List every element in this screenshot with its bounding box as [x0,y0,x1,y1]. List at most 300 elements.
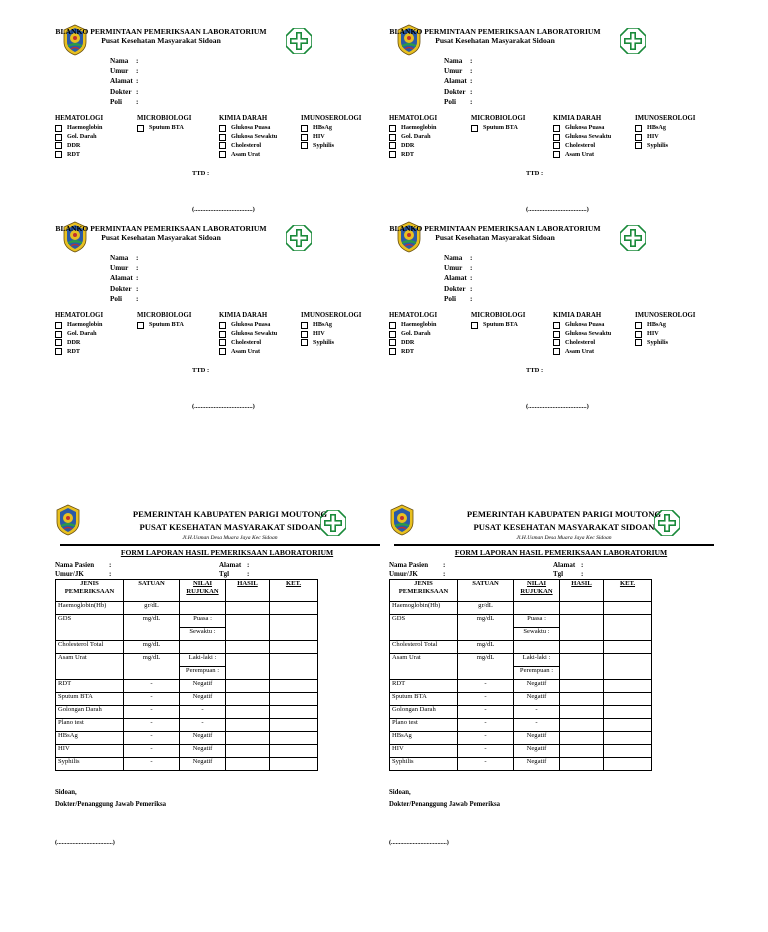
checkbox[interactable] [219,151,226,158]
test-label: Cholesterol [231,338,262,346]
field-separator: : [109,569,112,578]
result-cell[interactable] [226,758,270,771]
category-title: HEMATOLOGI [389,312,438,319]
test-option[interactable] [219,142,277,151]
column-header: KET. [270,580,318,602]
result-cell[interactable] [560,719,604,732]
remark-cell[interactable] [604,641,652,654]
field-separator: : [470,264,473,273]
test-label: Sputum BTA [149,321,184,329]
test-label: Syphilis [647,141,668,149]
patient-info-left [55,561,111,578]
result-cell[interactable] [560,602,604,615]
checkbox[interactable] [635,134,642,141]
patient-info-right [553,561,583,578]
reference-value [514,641,560,654]
checkbox[interactable] [137,125,144,132]
report-signer-role: Dokter/Penanggung Jawab Pemeriksa [55,801,167,808]
table-header-row [390,580,652,602]
field-label: Nama [110,57,129,65]
field-separator: : [136,77,139,86]
checkbox[interactable] [301,322,308,329]
test-option[interactable] [553,321,611,330]
checkbox[interactable] [389,331,396,338]
field-row[interactable] [444,76,472,86]
remark-cell[interactable] [604,693,652,706]
reference-value: Negatif [180,732,226,745]
test-option[interactable] [635,124,695,133]
test-option[interactable] [471,321,525,330]
field-row[interactable] [444,66,472,76]
patient-field-label: Umur/JK [389,569,418,578]
signature-line: (....................................) [192,206,255,213]
checkbox[interactable] [389,339,396,346]
test-option[interactable] [137,124,191,133]
header-rule [60,544,380,546]
field-label: Dokter [444,87,466,96]
test-label: Syphilis [313,141,334,149]
field-row[interactable] [110,284,138,294]
checkbox[interactable] [55,339,62,346]
test-option[interactable] [553,347,611,356]
test-label: Glukosa Puasa [231,321,271,329]
category-title: KIMIA DARAH [553,115,602,122]
test-label: HIV [647,133,659,141]
test-label: Haemoglobin [67,124,103,132]
checkbox[interactable] [219,134,226,141]
checkbox[interactable] [389,348,396,355]
table-row [56,641,318,654]
reference-value: Negatif [514,758,560,771]
checkbox[interactable] [219,331,226,338]
test-option[interactable] [55,347,103,356]
checkbox[interactable] [219,125,226,132]
remark-cell[interactable] [270,732,318,745]
result-cell[interactable] [560,706,604,719]
table-row [390,732,652,745]
category-title: KIMIA DARAH [553,312,602,319]
field-label: Poli [444,97,456,106]
remark-cell[interactable] [270,680,318,693]
remark-cell[interactable] [604,745,652,758]
field-separator: : [136,254,139,262]
patient-field[interactable] [55,570,111,579]
lab-report [389,500,723,900]
test-unit: gr/dL [458,602,514,615]
field-separator: : [470,97,473,106]
field-row[interactable] [110,263,138,273]
remark-cell[interactable] [270,641,318,654]
checkbox[interactable] [553,151,560,158]
field-row[interactable] [444,97,472,107]
test-label: RDT [67,347,81,355]
test-label: Asam Urat [565,150,595,158]
field-row[interactable] [444,284,472,294]
field-row[interactable] [444,263,472,273]
test-option[interactable] [553,142,611,151]
test-option[interactable] [553,330,611,339]
field-row[interactable] [110,66,138,76]
test-option[interactable] [219,347,277,356]
checkbox[interactable] [635,339,642,346]
test-option[interactable] [219,150,277,159]
category-title: IMUNOSEROLOGI [635,115,696,122]
checkbox[interactable] [635,322,642,329]
table-row [56,719,318,732]
checkbox[interactable] [553,331,560,338]
health-cross-icon [286,225,312,251]
regency-logo-icon [55,504,81,536]
result-cell[interactable] [560,693,604,706]
test-label: DDR [401,338,415,346]
ttd-label: TTD : [192,367,210,374]
field-row[interactable] [110,56,138,66]
signature-line: (....................................) [526,403,589,410]
category-title: HEMATOLOGI [55,115,104,122]
remark-cell[interactable] [270,745,318,758]
remark-cell[interactable] [270,693,318,706]
category-title: IMUNOSEROLOGI [301,312,362,319]
test-unit: - [124,693,180,706]
checkbox[interactable] [301,339,308,346]
field-row[interactable] [444,56,472,66]
result-cell[interactable] [560,641,604,654]
remark-cell[interactable] [270,758,318,771]
test-label: DDR [401,141,415,149]
remark-cell[interactable] [604,680,652,693]
test-unit: - [458,719,514,732]
checkbox[interactable] [389,125,396,132]
field-row[interactable] [444,273,472,283]
field-row[interactable] [444,294,472,304]
result-cell[interactable] [226,615,270,641]
remark-cell[interactable] [604,706,652,719]
test-option[interactable] [553,133,611,142]
result-cell[interactable] [226,602,270,615]
checkbox[interactable] [553,134,560,141]
field-separator: : [470,87,473,96]
ttd-label: TTD : [526,170,544,177]
reference-value: - [514,706,560,719]
column-header: SATUAN [124,580,180,602]
test-option[interactable] [55,339,103,348]
checkbox[interactable] [635,142,642,149]
result-cell[interactable] [560,680,604,693]
field-label: Alamat [444,77,467,86]
checkbox[interactable] [55,348,62,355]
test-option[interactable] [55,142,103,151]
checkbox[interactable] [471,322,478,329]
test-label: HBsAg [313,124,332,132]
field-label: Umur [110,67,129,76]
result-cell[interactable] [226,706,270,719]
request-form [334,219,696,417]
checkbox[interactable] [389,151,396,158]
reference-value: Negatif [180,745,226,758]
test-label: DDR [67,141,81,149]
test-option[interactable] [389,347,437,356]
column-header: HASIL [226,580,270,602]
test-option[interactable] [553,124,611,133]
table-row [390,680,652,693]
test-option[interactable] [389,124,437,133]
result-cell[interactable] [226,654,270,680]
field-row[interactable] [110,87,138,97]
reference-value [180,602,226,615]
test-label: Syphilis [647,338,668,346]
field-separator: : [470,274,473,283]
remark-cell[interactable] [604,602,652,615]
field-separator: : [136,294,139,303]
test-option[interactable] [55,150,103,159]
form-subtitle: Pusat Kesehatan Masyarakat Sidoan [101,36,221,45]
reference-value [514,602,560,615]
checkbox[interactable] [301,125,308,132]
test-option[interactable] [553,339,611,348]
field-separator: : [136,274,139,283]
request-form [334,22,696,220]
checkbox[interactable] [55,331,62,338]
checkbox[interactable] [635,331,642,338]
test-label: Sputum BTA [483,321,518,329]
patient-field[interactable] [219,570,249,579]
remark-cell[interactable] [270,719,318,732]
result-cell[interactable] [226,745,270,758]
field-label: Umur [444,264,463,273]
field-separator: : [470,57,473,65]
test-name: Haemoglobin(Hb) [390,602,458,615]
report-header-puskesmas: PUSAT KESEHATAN MASYARAKAT SIDOAN [139,522,321,532]
test-unit: - [458,693,514,706]
remark-cell[interactable] [270,706,318,719]
category-title: MICROBIOLOGI [137,115,192,122]
field-row[interactable] [110,273,138,283]
test-category [389,312,437,356]
test-option[interactable] [219,321,277,330]
test-label: Gol. Darah [67,133,97,141]
test-label: HBsAg [313,321,332,329]
test-option[interactable] [55,133,103,142]
remark-cell[interactable] [270,615,318,641]
test-unit: - [124,745,180,758]
test-unit: - [124,732,180,745]
field-row[interactable] [444,253,472,263]
test-label: Asam Urat [231,150,261,158]
reference-value: Negatif [180,693,226,706]
test-option[interactable] [389,330,437,339]
test-label: DDR [67,338,81,346]
field-row[interactable] [444,87,472,97]
test-label: Sputum BTA [483,124,518,132]
test-option[interactable] [219,339,277,348]
test-name: RDT [56,680,124,693]
test-name: HIV [390,745,458,758]
table-row [56,706,318,719]
test-name: Sputum BTA [56,693,124,706]
test-option[interactable] [389,339,437,348]
reference-value: Negatif [514,732,560,745]
remark-cell[interactable] [270,602,318,615]
category-title: IMUNOSEROLOGI [301,115,362,122]
patient-field[interactable] [553,561,583,570]
column-header: JENIS PEMERIKSAAN [56,580,124,602]
checkbox[interactable] [553,339,560,346]
checkbox[interactable] [219,142,226,149]
field-row[interactable] [110,294,138,304]
reference-value: - [180,706,226,719]
field-row[interactable] [110,76,138,86]
report-form-title: FORM LAPORAN HASIL PEMERIKSAAN LABORATORIUM [454,548,668,557]
reference-value: - [180,719,226,732]
checkbox[interactable] [389,142,396,149]
field-separator: : [581,569,584,578]
test-option[interactable] [55,321,103,330]
test-category [137,115,191,133]
result-cell[interactable] [226,641,270,654]
test-option[interactable] [635,133,695,142]
results-table [55,579,318,771]
test-label: RDT [401,150,415,158]
result-cell[interactable] [560,615,604,641]
test-option[interactable] [635,142,695,151]
field-separator: : [470,254,473,262]
table-row [56,680,318,693]
signature-line: (....................................) [389,839,449,846]
test-name: Syphilis [390,758,458,771]
result-cell[interactable] [560,758,604,771]
field-row[interactable] [110,97,138,107]
checkbox[interactable] [55,322,62,329]
remark-cell[interactable] [604,615,652,641]
patient-fields [110,253,138,304]
patient-field[interactable] [219,561,249,570]
report-header-government: PEMERINTAH KABUPATEN PARIGI MOUTONG [132,509,328,519]
checkbox[interactable] [55,142,62,149]
result-cell[interactable] [560,732,604,745]
signature-line: (....................................) [55,839,115,846]
test-label: Cholesterol [565,141,596,149]
checkbox[interactable] [389,134,396,141]
test-unit: - [124,758,180,771]
result-cell[interactable] [226,680,270,693]
test-label: Glukosa Sewaktu [565,330,612,338]
result-cell[interactable] [226,693,270,706]
report-place: Sidoan, [389,789,411,796]
checkbox[interactable] [301,142,308,149]
test-option[interactable] [635,339,695,348]
field-label: Dokter [444,284,466,293]
result-cell[interactable] [560,654,604,680]
test-label: RDT [401,347,415,355]
patient-field[interactable] [553,570,583,579]
checkbox[interactable] [471,125,478,132]
checkbox[interactable] [301,331,308,338]
table-row [390,602,652,615]
field-separator: : [136,284,139,293]
patient-field[interactable] [55,561,111,570]
checkbox[interactable] [55,134,62,141]
test-category [55,312,103,356]
test-option[interactable] [389,133,437,142]
reference-value: Sewaktu : [180,628,226,641]
test-option[interactable] [55,124,103,133]
reference-value: Sewaktu : [514,628,560,641]
checkbox[interactable] [553,125,560,132]
checkbox[interactable] [635,125,642,132]
checkbox[interactable] [389,322,396,329]
field-separator: : [470,77,473,86]
remark-cell[interactable] [604,758,652,771]
test-label: Haemoglobin [67,321,103,329]
field-row[interactable] [110,253,138,263]
test-unit: - [458,706,514,719]
table-row [56,615,318,628]
checkbox[interactable] [55,125,62,132]
reference-value: Negatif [514,680,560,693]
test-option[interactable] [219,330,277,339]
field-separator: : [443,561,446,569]
result-cell[interactable] [226,719,270,732]
checkbox[interactable] [553,142,560,149]
table-row [390,745,652,758]
test-label: HIV [313,133,325,141]
test-name: Golongan Darah [390,706,458,719]
test-unit: mg/dL [124,615,180,641]
test-name: Golongan Darah [56,706,124,719]
test-option[interactable] [389,150,437,159]
test-option[interactable] [219,124,277,133]
checkbox[interactable] [553,348,560,355]
remark-cell[interactable] [604,719,652,732]
test-option[interactable] [389,142,437,151]
result-cell[interactable] [560,745,604,758]
checkbox[interactable] [55,151,62,158]
test-category [219,312,277,356]
checkbox[interactable] [301,134,308,141]
reference-value [180,641,226,654]
checkbox[interactable] [137,322,144,329]
report-header-puskesmas: PUSAT KESEHATAN MASYARAKAT SIDOAN [473,522,655,532]
checkbox[interactable] [553,322,560,329]
patient-fields [444,56,472,107]
result-cell[interactable] [226,732,270,745]
patient-field[interactable] [389,561,445,570]
test-option[interactable] [635,321,695,330]
test-option[interactable] [553,150,611,159]
field-label: Umur [444,67,463,76]
test-unit: mg/dL [458,615,514,641]
reference-value: Perempuan : [180,667,226,680]
patient-field[interactable] [389,570,445,579]
checkbox[interactable] [219,339,226,346]
test-option[interactable] [55,330,103,339]
test-option[interactable] [137,321,191,330]
column-header: JENIS PEMERIKSAAN [390,580,458,602]
patient-field-label: Alamat [219,561,242,569]
test-option[interactable] [219,133,277,142]
test-option[interactable] [471,124,525,133]
remark-cell[interactable] [604,654,652,680]
checkbox[interactable] [219,322,226,329]
remark-cell[interactable] [604,732,652,745]
ttd-label: TTD : [526,367,544,374]
test-option[interactable] [389,321,437,330]
test-unit: - [458,758,514,771]
field-label: Alamat [110,77,133,86]
test-option[interactable] [635,330,695,339]
checkbox[interactable] [219,348,226,355]
remark-cell[interactable] [270,654,318,680]
